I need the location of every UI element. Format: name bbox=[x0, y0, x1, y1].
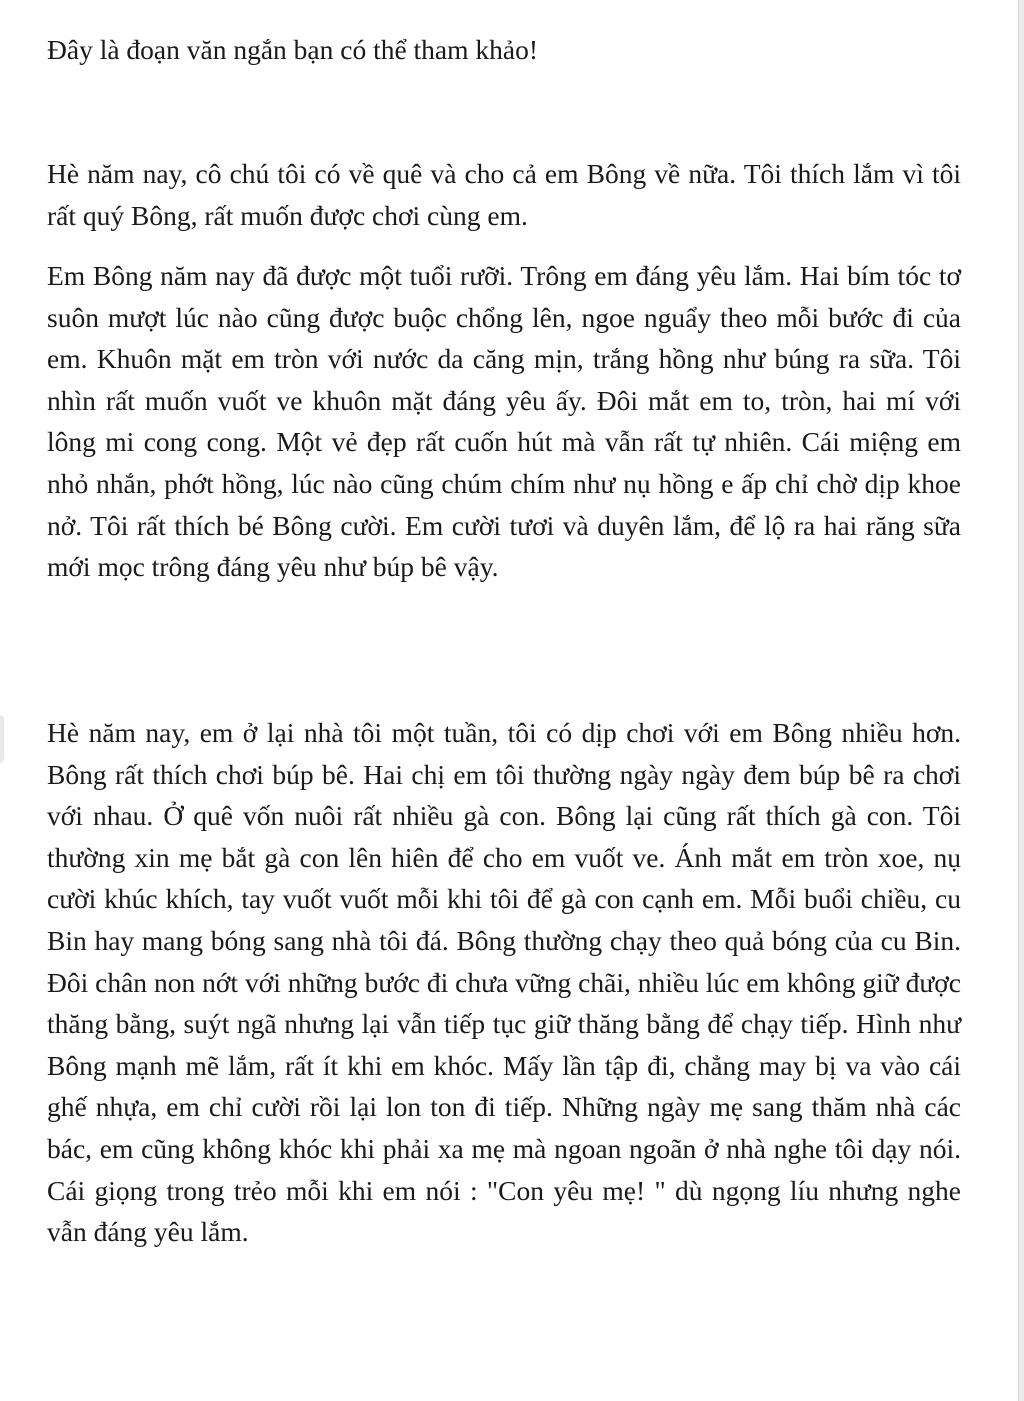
paragraph-2: Em Bông năm nay đã được một tuổi rưỡi. Trông em đáng yêu lắm. Hai bím tóc tơ suôn mượt lúc nào cũng được buộc chổng lên, ngoe nguẩy theo mỗi bước đi của em. Khuôn mặt em tròn với nước da căng mịn, trắng hồng như búng ra sữa. Tôi nhìn rất muốn vuốt ve khuôn mặt đáng yêu ấy. Đôi mắt em to, tròn, hai mí với lông mi cong cong. Một vẻ đẹp rất cuốn hút mà vẫn rất tự nhiên. Cái miệng em nhỏ nhắn, phớt hồng, lúc nào cũng chúm chím như nụ hồng e ấp chỉ chờ dịp khoe nở. Tôi rất thích bé Bông cười. Em cười tươi và duyên lắm, để lộ ra hai răng sữa mới mọc trông đáng yêu như búp bê vậy. bbox=[47, 260, 961, 583]
left-edge-shadow bbox=[0, 715, 4, 763]
page-right-border bbox=[1018, 0, 1024, 1401]
paragraph-1: Hè năm nay, cô chú tôi có về quê và cho cả em Bông về nữa. Tôi thích lắm vì tôi rất quý Bông, rất muốn được chơi cùng em. bbox=[47, 158, 961, 231]
intro-line: Đây là đoạn văn ngắn bạn có thể tham khảo! bbox=[47, 34, 539, 65]
paragraph-3: Hè năm nay, em ở lại nhà tôi một tuần, tôi có dịp chơi với em Bông nhiều hơn. Bông rất thích chơi búp bê. Hai chị em tôi thường ngày ngày đem búp bê ra chơi với nhau. Ở quê vốn nuôi rất nhiều gà con. Bông lại cũng rất thích gà con. Tôi thường xin mẹ bắt gà con lên hiên để cho em vuốt ve. Ánh mắt em tròn xoe, nụ cười khúc khích, tay vuốt vuốt mỗi khi tôi để gà con cạnh em. Mỗi buổi chiều, cu Bin hay mang bóng sang nhà tôi đá. Bông thường chạy theo quả bóng của cu Bin. Đôi chân non nớt với những bước đi chưa vững chãi, nhiều lúc em không giữ được thăng bằng, suýt ngã nhưng lại vẫn tiếp tục giữ thăng bằng để chạy tiếp. Hình như Bông mạnh mẽ lắm, rất ít khi em khóc. Mấy lần tập đi, chẳng may bị va vào cái ghế nhựa, em chỉ cười rồi lại lon ton đi tiếp. Những ngày mẹ sang thăm nhà các bác, em cũng không khóc khi phải xa mẹ mà ngoan ngoãn ở nhà nghe tôi dạy nói. Cái giọng trong trẻo mỗi khi em nói : "Con yêu mẹ! " dù ngọng líu nhưng nghe vẫn đáng yêu lắm. bbox=[47, 717, 961, 1248]
